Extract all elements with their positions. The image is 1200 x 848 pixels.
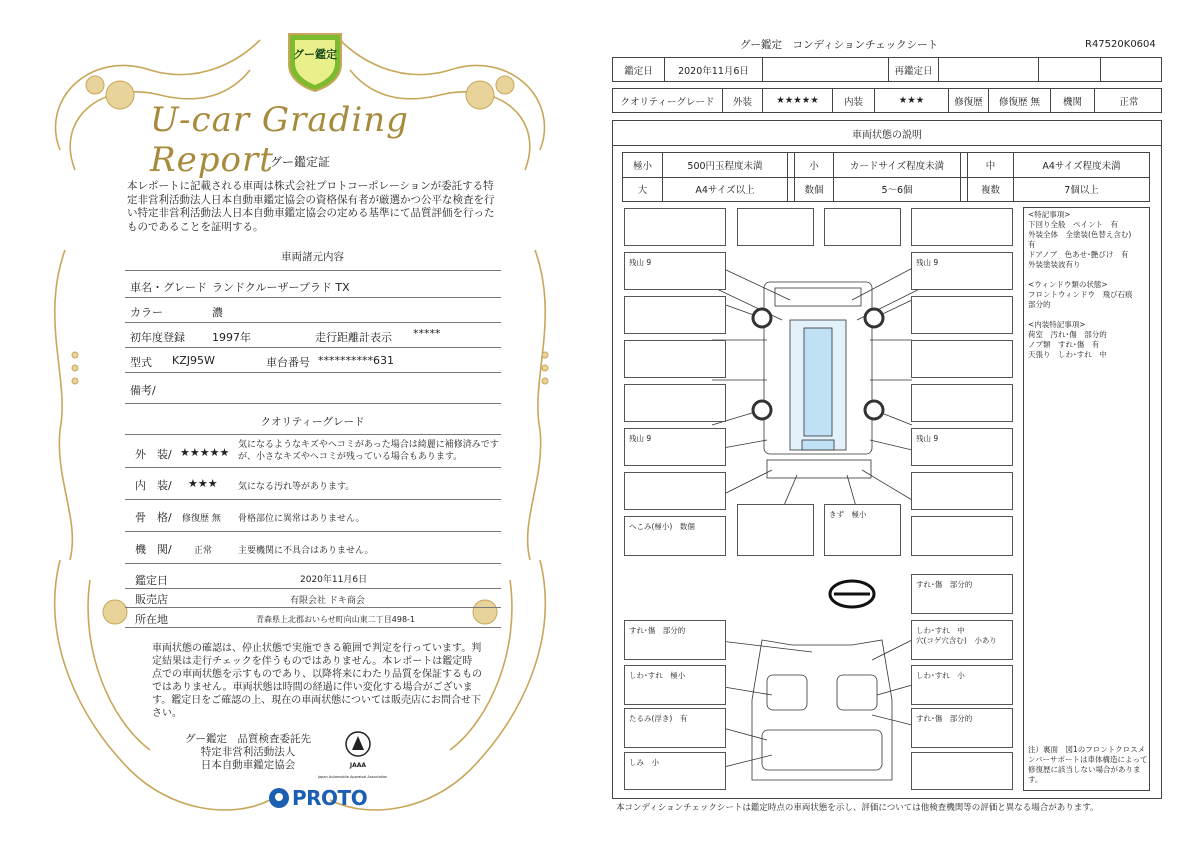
- note-line: ノブ類 すれ･傷 有: [1028, 340, 1100, 349]
- proto-mark-icon: [268, 787, 290, 809]
- report-title: U-car Grading Report: [150, 100, 409, 180]
- mark-box: [624, 296, 726, 334]
- mark-box-tire-rl: [624, 428, 726, 466]
- mark-box-int-l1: [624, 620, 726, 660]
- chassis-label: 車台番号: [266, 356, 310, 369]
- mark-box-int-r3: [911, 708, 1013, 748]
- legend-key: 複数: [967, 177, 1014, 201]
- inspection-date-row: [612, 57, 1162, 82]
- first-reg-label: 初年度登録: [130, 331, 185, 344]
- jaaa-logo: [338, 730, 378, 769]
- legend-key: 小: [794, 153, 834, 177]
- steering-text: すれ･傷 部分的: [916, 580, 973, 589]
- engine-cond-label: 機関: [1051, 89, 1095, 112]
- quality-label: クオリティーグレード: [613, 89, 723, 112]
- goo-kantei-logo: [285, 30, 345, 92]
- bottom-note: 注）裏面 図1のフロントクロスメンバーサポートは車体構造によって修復歴に該当しない場合があります。: [1028, 745, 1148, 784]
- exterior-note: 気になるようなキズやヘコミがあった場合は綺麗に補修済みですが、小さなキズやヘコミが残っている場合もあります。: [238, 440, 499, 462]
- mark-box-int-l4: [624, 752, 726, 790]
- mark-box: [737, 504, 814, 556]
- mark-box: [824, 208, 901, 246]
- inspect-date-value: 2020年11月6日: [665, 58, 763, 81]
- mark-box-tire-fr: [911, 252, 1013, 290]
- date-label: 鑑定日: [135, 574, 168, 587]
- int-l2-text: しわ･すれ 極小: [629, 671, 686, 680]
- interior-stars: ★★★: [188, 477, 218, 490]
- color-label: カラー: [130, 306, 163, 319]
- association-block: [178, 733, 318, 772]
- engine-value: 正常: [194, 546, 213, 556]
- mark-box: [911, 384, 1013, 422]
- legend-value: A4サイズ程度未満: [1042, 161, 1121, 172]
- legend-value: 7個以上: [1064, 185, 1099, 196]
- legend-value: A4サイズ以上: [663, 177, 788, 201]
- first-reg-value: 1997年: [212, 331, 251, 344]
- legend-value: 5～6個: [834, 177, 961, 201]
- engine-label: 機 関/: [135, 543, 172, 556]
- interior-note: 気になる汚れ等があります。: [238, 482, 355, 492]
- mark-box: [911, 208, 1013, 246]
- mark-box-tire-fl: [624, 252, 726, 290]
- legend-value: 500円玉程度未満: [663, 153, 788, 177]
- legend-key: 中: [967, 153, 1014, 177]
- jaaa-label: JAAA: [349, 762, 367, 769]
- mark-box-int-r1: [911, 620, 1013, 660]
- legend-row-1: [623, 153, 1149, 178]
- mark-box: [911, 516, 1013, 556]
- spec-heading: 車両諸元内容: [281, 251, 344, 263]
- mark-box-dent: [624, 516, 726, 556]
- chassis-value: **********631: [318, 354, 394, 367]
- legend-table: [622, 152, 1150, 202]
- engine-note: 主要機関に不具合はありません。: [238, 546, 374, 556]
- note-line: 天張り しわ･すれ 中: [1028, 350, 1107, 359]
- int-r2-text: しわ･すれ 小: [916, 671, 965, 680]
- model-label: 型式: [130, 356, 152, 369]
- mark-box: [911, 752, 1013, 790]
- note-line: 下回り全般 ペイント 有: [1028, 220, 1118, 229]
- legend-key: 極小: [623, 153, 663, 177]
- int-r1b-text: 穴(コゲ穴含む) 小あり: [916, 636, 997, 645]
- frame-value: 修復歴 無: [182, 514, 221, 524]
- mark-box: [624, 384, 726, 422]
- dealer-value: 有限会社 ドキ商会: [290, 596, 365, 606]
- mileage-label: 走行距離計表示: [315, 331, 392, 344]
- certificate-title: グー鑑定証: [269, 155, 330, 169]
- note-line: フロントウィンドウ 飛び石痕: [1028, 290, 1133, 299]
- mark-box: [624, 340, 726, 378]
- tire-fl-text: 残山 9: [629, 258, 652, 267]
- mark-box: [911, 340, 1013, 378]
- engine-cond-value: 正常: [1119, 96, 1139, 108]
- assoc-line-2: 特定非営利活動法人: [200, 746, 296, 758]
- sheet-disclaimer: 本コンディションチェックシートは鑑定時点の車両状態を示し、評価については他検査機関等の評価と異なる場合があります。: [616, 803, 1099, 813]
- note-line: <ウィンドウ類の状態>: [1028, 280, 1108, 289]
- reinspect-blank-1: [1039, 58, 1101, 81]
- mark-box-int-r2: [911, 665, 1013, 705]
- jaaa-emblem-icon: [344, 730, 372, 758]
- remarks-label: 備考/: [130, 384, 156, 397]
- mark-box: [737, 208, 814, 246]
- legend-key: 大: [623, 177, 663, 201]
- note-line: 外装全体 全塗装(色替え含む): [1028, 230, 1132, 239]
- proto-logo-text: PROTO: [292, 786, 368, 810]
- ext-value: ★★★★★: [763, 89, 833, 112]
- name-label: 車名・グレード: [130, 281, 207, 294]
- logo-text: グー鑑定: [293, 48, 337, 61]
- int-r3-text: すれ･傷 部分的: [916, 714, 973, 723]
- note-line: 外装塗装波有り: [1028, 260, 1081, 269]
- assoc-line-1: グー鑑定 品質検査委託先: [185, 733, 311, 745]
- int-l4-text: しみ 小: [629, 758, 659, 767]
- frame-label: 骨 格/: [135, 511, 172, 524]
- note-line: <特記事項>: [1028, 210, 1071, 219]
- note-line: ドアノブ 色あせ･艶ぴけ 有: [1028, 250, 1129, 259]
- int-value: ★★★: [875, 89, 949, 112]
- repair-value: 修復歴 無: [989, 89, 1051, 112]
- ext-label: 外装: [723, 89, 763, 112]
- legend-value: カードサイズ程度未満: [834, 153, 961, 177]
- mark-box: [911, 472, 1013, 510]
- certificate-footer: 車両状態の確認は、停止状態で実施できる範囲で判定を行っています。判定結果は走行チェックを伴うものではありません。本レポートは鑑定時点での車両状態を示すものであり、以降将来にわたり品質を保証するものではありません。車両状態は時間の経過に伴い変化する場合がございます。鑑定日をご確認の上、現在の車両状態については販売店にお問合せ下さい。: [152, 643, 482, 719]
- mark-box-int-l2: [624, 665, 726, 705]
- name-value: ランドクルーザープラド TX: [212, 281, 350, 294]
- dent-text: へこみ(極小) 数個: [629, 522, 695, 531]
- mark-box-steering: [911, 574, 1013, 614]
- legend-key: 数個: [794, 177, 834, 201]
- int-r1-text: しわ･すれ 中: [916, 626, 965, 635]
- mark-box-int-l3: [624, 708, 726, 748]
- note-line: [1028, 270, 1148, 280]
- notes-list: [1028, 210, 1148, 360]
- note-line: 部分的: [1028, 300, 1051, 309]
- reinspect-date-value: [939, 58, 1039, 81]
- quality-grade-row: [612, 88, 1162, 113]
- address-value: 青森県上北郡おいらせ町向山東二丁目498-1: [256, 615, 416, 624]
- int-l1-text: すれ･傷 部分的: [629, 626, 686, 635]
- repair-label: 修復歴: [949, 89, 989, 112]
- tire-rl-text: 残山 9: [629, 434, 652, 443]
- tire-fr-text: 残山 9: [916, 258, 939, 267]
- mark-box: [624, 208, 726, 246]
- interior-label: 内 装/: [135, 479, 172, 492]
- color-value: 濃: [212, 306, 223, 319]
- scratch-text: きず 極小: [829, 510, 867, 519]
- mark-box: [624, 472, 726, 510]
- jaaa-subtitle: Japan Automobile Appraisal Association: [318, 775, 388, 779]
- sheet-title: グー鑑定 コンディションチェックシート: [740, 39, 939, 51]
- exterior-stars: ★★★★★: [180, 446, 230, 459]
- int-label: 内装: [833, 89, 875, 112]
- sheet-id: R47520K0604: [1085, 39, 1156, 50]
- inspect-date-blank: [763, 58, 889, 81]
- mark-box-tire-rr: [911, 428, 1013, 466]
- dealer-label: 販売店: [135, 593, 168, 606]
- int-l3-text: たるみ(浮き) 有: [629, 714, 688, 723]
- proto-logo: [268, 786, 367, 810]
- inspect-date-label: 鑑定日: [613, 58, 665, 81]
- note-line: [1028, 310, 1148, 320]
- reinspect-date-label: 再鑑定日: [889, 58, 939, 81]
- address-label: 所在地: [135, 613, 168, 626]
- date-value: 2020年11月6日: [300, 575, 368, 585]
- tire-rr-text: 残山 9: [916, 434, 939, 443]
- note-line: 有: [1028, 240, 1036, 249]
- mark-box: [911, 296, 1013, 334]
- certificate-body: 本レポートに記載される車両は株式会社プロトコーポレーションが委託する特定非営利活動法人日本自動車鑑定協会の資格保有者が厳選かつ公平な検査を行い特定非営利活動法人日本自動車鑑定協会の定める基準にて品質評価を行ったものであることを証明する。: [127, 180, 495, 233]
- assoc-line-3: 日本自動車鑑定協会: [200, 759, 296, 771]
- mileage-value: *****: [413, 327, 441, 340]
- legend-row-2: [623, 177, 1149, 201]
- model-value: KZJ95W: [172, 354, 215, 367]
- grade-heading: クオリティーグレード: [260, 416, 365, 428]
- frame-note: 骨格部位に異常はありません。: [238, 514, 365, 524]
- exterior-label: 外 装/: [135, 448, 172, 461]
- notes-panel: [1023, 207, 1150, 791]
- note-line: <内装特記事項>: [1028, 320, 1086, 329]
- mark-box-scratch: [824, 504, 901, 556]
- legend-title: 車両状態の説明: [613, 121, 1161, 146]
- note-line: 荷室 汚れ･傷 部分的: [1028, 330, 1107, 339]
